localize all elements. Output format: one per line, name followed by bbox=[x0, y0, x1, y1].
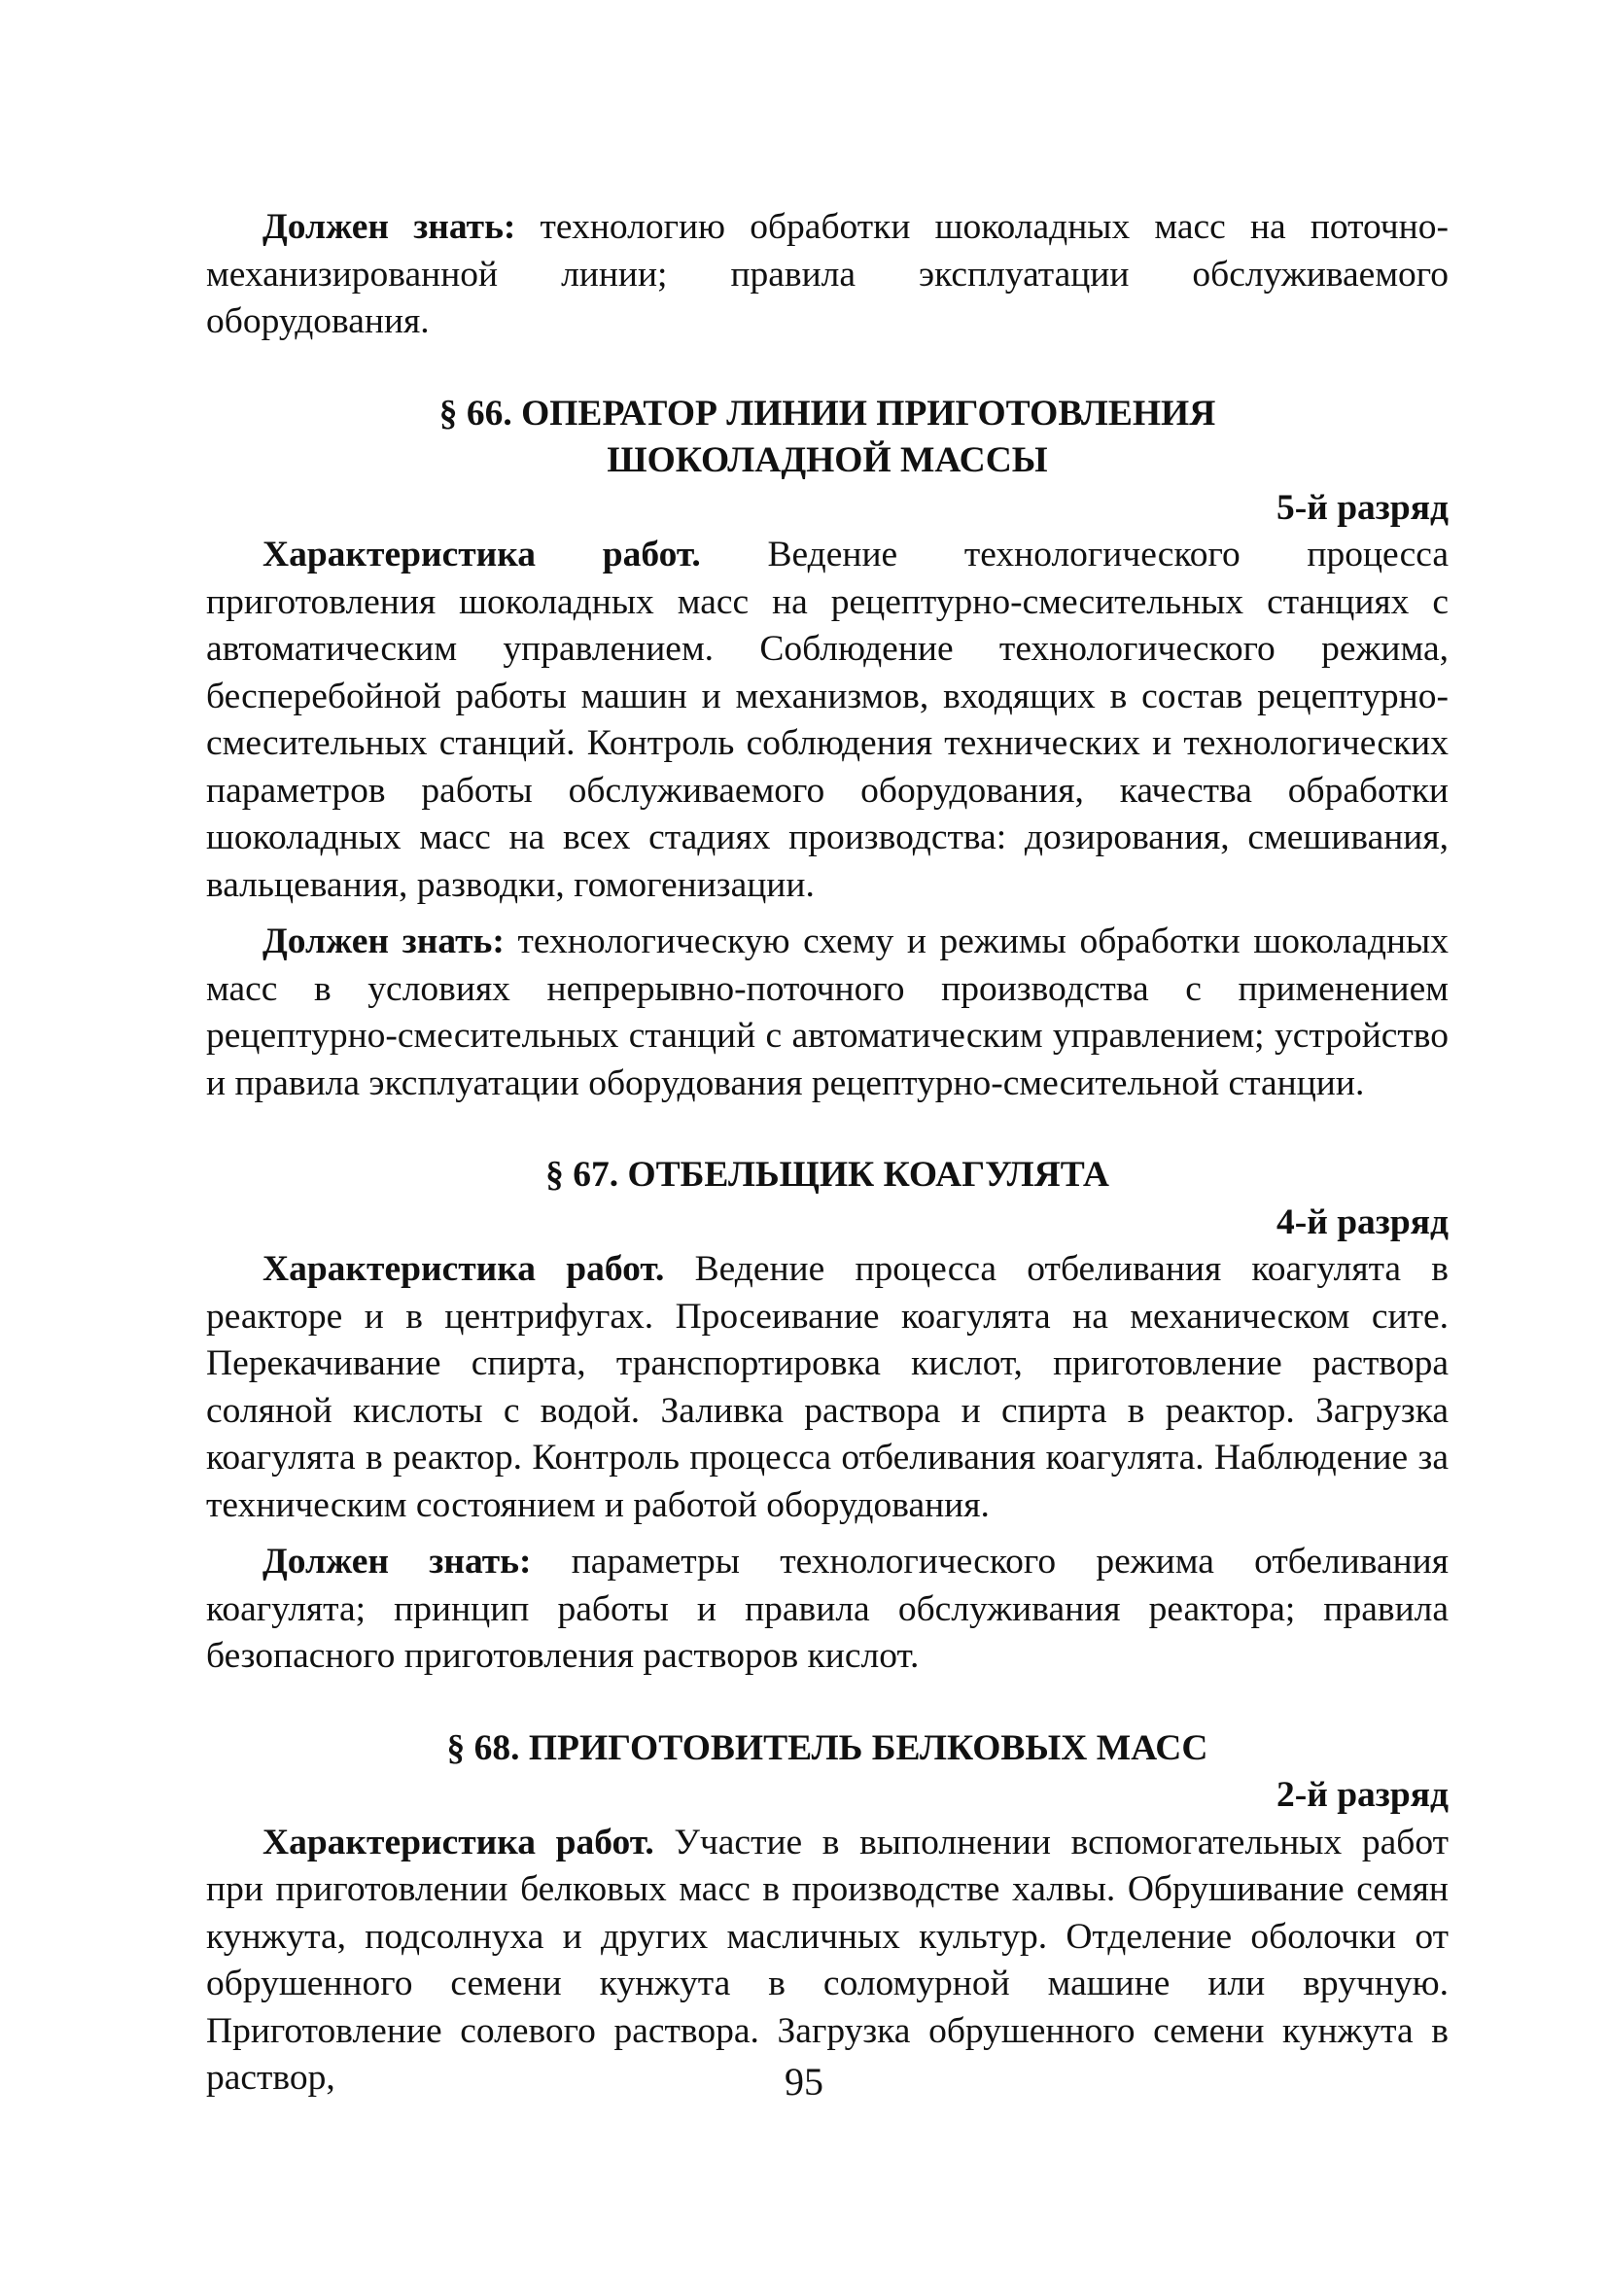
intro-paragraph bbox=[206, 204, 1449, 346]
section-title-line: § 68. ПРИГОТОВИТЕЛЬ БЕЛКОВЫХ МАСС bbox=[446, 1727, 1208, 1768]
section-66 bbox=[206, 391, 1449, 1108]
section-title bbox=[206, 1152, 1449, 1200]
characteristics-paragraph bbox=[206, 532, 1449, 909]
page-body bbox=[206, 204, 1449, 2103]
grade-label: 5-й разряд bbox=[1276, 487, 1449, 528]
section-68 bbox=[206, 1725, 1449, 2103]
section-67 bbox=[206, 1152, 1449, 1681]
must-know-label: Должен знать: bbox=[262, 207, 516, 247]
grade-label: 2-й разряд bbox=[1276, 1775, 1449, 1815]
must-know-text: технологическую схему и режимы обработки шоколадных масс в условиях непрерывно-поточного производства с применением рецептурно-смесительных станций с автоматическим управлением; устройство и правила эксплуатации оборудования рецептурно-смесительной станции. bbox=[206, 922, 1449, 1103]
must-know-label: Должен знать: bbox=[262, 922, 505, 961]
characteristics-label: Характеристика работ. bbox=[262, 1822, 654, 1862]
section-title bbox=[206, 391, 1449, 485]
intro-text: технологию обработки шоколадных масс на поточно-механизированной линии; правила эксплуатации обслуживаемого оборудования. bbox=[206, 207, 1449, 341]
grade-label: 4-й разряд bbox=[1276, 1201, 1449, 1242]
section-title bbox=[206, 1725, 1449, 1773]
must-know-paragraph bbox=[206, 919, 1449, 1107]
section-title-line: ШОКОЛАДНОЙ МАССЫ bbox=[607, 440, 1048, 480]
page-number: 95 bbox=[785, 2060, 823, 2104]
section-title-line: § 66. ОПЕРАТОР ЛИНИИ ПРИГОТОВЛЕНИЯ bbox=[438, 393, 1216, 434]
must-know-text: параметры технологического режима отбеливания коагулята; принцип работы и правила обслуживания реактора; правила безопасного приготовления растворов кислот. bbox=[206, 1542, 1449, 1676]
must-know-label: Должен знать: bbox=[262, 1542, 532, 1582]
characteristics-text: Участие в выполнении вспомогательных работ при приготовлении белковых масс в производстве халвы. Обрушивание семян кунжута, подсолнуха и других масличных культур. Отделение оболочки от обрушенного семени кунжута в соломурной машине или вручную. Приготовление солевого раствора. Загрузка обрушенного семени кунжута в раствор, bbox=[206, 1822, 1449, 2098]
characteristics-label: Характеристика работ. bbox=[262, 535, 701, 574]
characteristics-text: Ведение технологического процесса приготовления шоколадных масс на рецептурно-смесительных станциях с автоматическим управлением. Соблюдение технологического режима, бесперебойной работы машин и механизмов, входящих в состав рецептурно-смесительных станций. Контроль соблюдения технических и технологических параметров работы обслуживаемого оборудования, качества обработки шоколадных масс на всех стадиях производства: дозирования, смешивания, вальцевания, разводки, гомогенизации. bbox=[206, 535, 1449, 905]
characteristics-paragraph bbox=[206, 1246, 1449, 1529]
characteristics-text: Ведение процесса отбеливания коагулята в реакторе и в центрифугах. Просеивание коагулята на механическом сите. Перекачивание спирта, транспортировка кислот, приготовление раствора соляной кислоты с водой. Заливка раствора и спирта в реактор. Загрузка коагулята в реактор. Контроль процесса отбеливания коагулята. Наблюдение за техническим состоянием и работой оборудования. bbox=[206, 1249, 1449, 1525]
section-title-line: § 67. ОТБЕЛЬЩИК КОАГУЛЯТА bbox=[545, 1155, 1109, 1195]
characteristics-label: Характеристика работ. bbox=[262, 1249, 665, 1289]
must-know-paragraph bbox=[206, 1539, 1449, 1681]
